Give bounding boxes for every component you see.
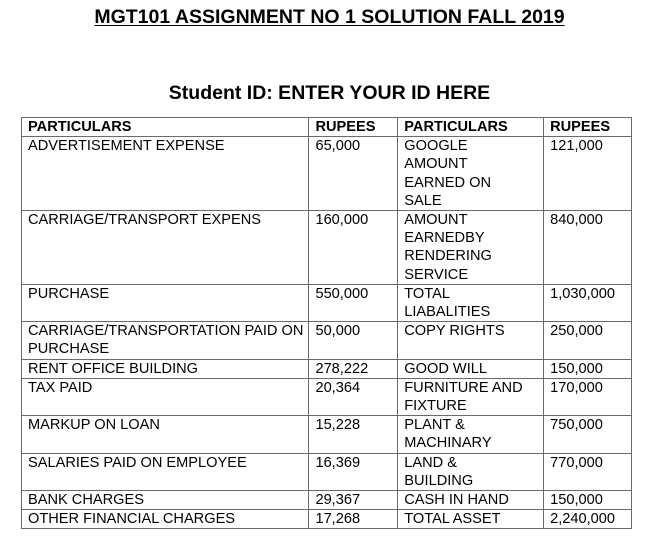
expense-amount: 17,268: [309, 510, 398, 529]
expense-amount: 50,000: [309, 322, 398, 359]
expense-amount: 550,000: [309, 284, 398, 321]
item-amount: 121,000: [544, 137, 632, 211]
item-particular: COPY RIGHTS: [398, 322, 544, 359]
item-particular: AMOUNT EARNEDBY RENDERING SERVICE: [398, 211, 544, 285]
item-particular: PLANT & MACHINARY: [398, 416, 544, 453]
table-row: [22, 491, 632, 510]
item-amount: 150,000: [544, 359, 632, 378]
particulars-table: [21, 117, 632, 529]
expense-particular: MARKUP ON LOAN: [22, 416, 309, 453]
item-particular: TOTAL ASSET: [398, 510, 544, 529]
item-particular: CASH IN HAND: [398, 491, 544, 510]
table-row: [22, 359, 632, 378]
table-row: [22, 378, 632, 415]
table-row: [22, 211, 632, 285]
item-amount: 770,000: [544, 453, 632, 490]
document-title: [0, 6, 659, 29]
expense-particular: CARRIAGE/TRANSPORTATION PAID ON PURCHASE: [22, 322, 309, 359]
expense-amount: 15,228: [309, 416, 398, 453]
item-amount: 150,000: [544, 491, 632, 510]
item-particular: GOOGLE AMOUNT EARNED ON SALE: [398, 137, 544, 211]
table-row: [22, 284, 632, 321]
expense-particular: PURCHASE: [22, 284, 309, 321]
header-rupees-2: RUPEES: [544, 118, 632, 137]
item-particular: TOTAL LIABALITIES: [398, 284, 544, 321]
expense-amount: 29,367: [309, 491, 398, 510]
expense-particular: TAX PAID: [22, 378, 309, 415]
header-particulars-2: PARTICULARS: [398, 118, 544, 137]
expense-particular: ADVERTISEMENT EXPENSE: [22, 137, 309, 211]
table-row: [22, 453, 632, 490]
expense-amount: 16,369: [309, 453, 398, 490]
item-amount: 170,000: [544, 378, 632, 415]
item-amount: 840,000: [544, 211, 632, 285]
expense-particular: CARRIAGE/TRANSPORT EXPENS: [22, 211, 309, 285]
expense-amount: 278,222: [309, 359, 398, 378]
expense-amount: 65,000: [309, 137, 398, 211]
header-particulars-1: PARTICULARS: [22, 118, 309, 137]
table-row: [22, 322, 632, 359]
item-amount: 1,030,000: [544, 284, 632, 321]
expense-particular: RENT OFFICE BUILDING: [22, 359, 309, 378]
item-particular: LAND & BUILDING: [398, 453, 544, 490]
item-particular: GOOD WILL: [398, 359, 544, 378]
expense-amount: 160,000: [309, 211, 398, 285]
table-row: [22, 510, 632, 529]
item-particular: FURNITURE AND FIXTURE: [398, 378, 544, 415]
table-header-row: [22, 118, 632, 137]
expense-particular: OTHER FINANCIAL CHARGES: [22, 510, 309, 529]
header-rupees-1: RUPEES: [309, 118, 398, 137]
expense-particular: BANK CHARGES: [22, 491, 309, 510]
item-amount: 250,000: [544, 322, 632, 359]
document-title-text: MGT101 ASSIGNMENT NO 1 SOLUTION FALL 2019: [94, 6, 565, 28]
item-amount: 2,240,000: [544, 510, 632, 529]
table-row: [22, 137, 632, 211]
expense-amount: 20,364: [309, 378, 398, 415]
expense-particular: SALARIES PAID ON EMPLOYEE: [22, 453, 309, 490]
student-id-line: Student ID: ENTER YOUR ID HERE: [168, 82, 491, 104]
item-amount: 750,000: [544, 416, 632, 453]
table-row: [22, 416, 632, 453]
